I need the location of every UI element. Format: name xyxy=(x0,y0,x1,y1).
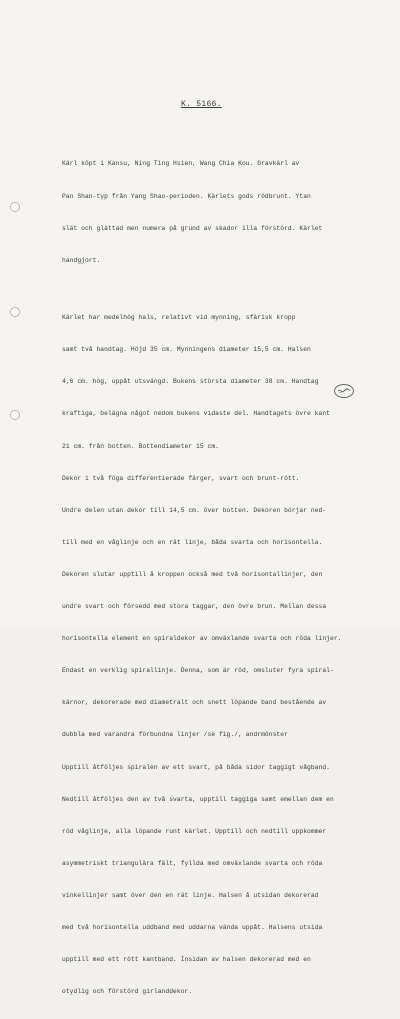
body-line: Dekoren slutar upptill å kroppen också med två horisontallinjer, den xyxy=(62,570,323,578)
body-line: slät och glättad men numera på grund av skador illa förstörd. Kärlet xyxy=(62,224,323,232)
body-line: horisontella element en spiraldekor av omväxlande svarta och röda linjer. xyxy=(62,635,342,643)
document-body xyxy=(62,138,388,1019)
body-line: Nedtill åtföljes den av två svarta, upptill taggiga samt emellan dem en xyxy=(62,795,334,803)
body-line: undre svart och försedd med stora taggar, den övre brun. Mellan dessa xyxy=(62,603,327,611)
body-line: röd våglinje, alla löpande runt kärlet. Upptill och nedtill uppkommer xyxy=(62,827,327,835)
body-line: upptill med ett rött kantband. Insidan av halsen dekorerad med en xyxy=(62,956,311,964)
figure-reference-stamp xyxy=(334,384,354,398)
body-line: vinkellinjer samt över den en rät linje. Halsen å utsidan dekorerad xyxy=(62,891,319,899)
punch-hole-middle xyxy=(10,307,20,317)
paragraph-gap xyxy=(62,288,388,292)
punch-hole-bottom xyxy=(10,410,20,420)
body-line: till med en våglinje och en rät linje, båda svarta och horisontella. xyxy=(62,538,323,546)
body-line: 4,6 cm. hög, uppåt utsvängd. Bukens största diameter 38 cm. Handtag xyxy=(62,378,319,386)
body-line: kärnor, dekorerade med diametralt och snett löpande band bestående av xyxy=(62,699,327,707)
body-line: Undre delen utan dekor till 14,5 cm. över botten. Dekoren börjar ned- xyxy=(62,506,327,514)
body-line: Kärlet har medelhög hals, relativt vid mynning, sfärisk kropp xyxy=(62,314,296,322)
body-line: 21 cm. från botten. Bottendiameter 15 cm. xyxy=(62,442,219,450)
body-line: handgjort. xyxy=(62,256,101,264)
body-line: otydlig och förstörd girlanddekor. xyxy=(62,988,193,996)
body-line: Kärl köpt i Kansu, Ning Ting Hsien, Wang Chia Kou. Gravkärl av xyxy=(62,160,300,168)
body-line: kraftiga, belägna något nedom bukens vidaste del. Handtagets övre kant xyxy=(62,410,331,418)
document-title: K. 5166. xyxy=(181,100,222,109)
body-line: samt två handtag. Höjd 35 cm. Mynningens diameter 15,5 cm. Halsen xyxy=(62,346,311,354)
body-line: Dekor i två föga differentierade färger, svart och brunt-rött. xyxy=(62,474,300,482)
punch-hole-top xyxy=(10,202,20,212)
body-line: Pan Shan-typ från Yang Shao-perioden. Kärlets gods rödbrunt. Ytan xyxy=(62,192,311,200)
body-line: Endast en verklig spirallinje. Denna, som är röd, omsluter fyra spiral- xyxy=(62,667,334,675)
stamp-scribble-icon xyxy=(337,387,351,395)
body-line: Upptill åtföljes spiralen av ett svart, på båda sidor taggigt vågband. xyxy=(62,763,331,771)
body-line: med två horisontella uddband med uddarna vända uppåt. Halsens utsida xyxy=(62,923,323,931)
body-line: dubbla med varandra förbundna linjer /se fig./, andrmönster xyxy=(62,731,288,739)
body-line: asymmetriskt triangulära fält, fyllda med omväxlande svarta och röda xyxy=(62,859,323,867)
